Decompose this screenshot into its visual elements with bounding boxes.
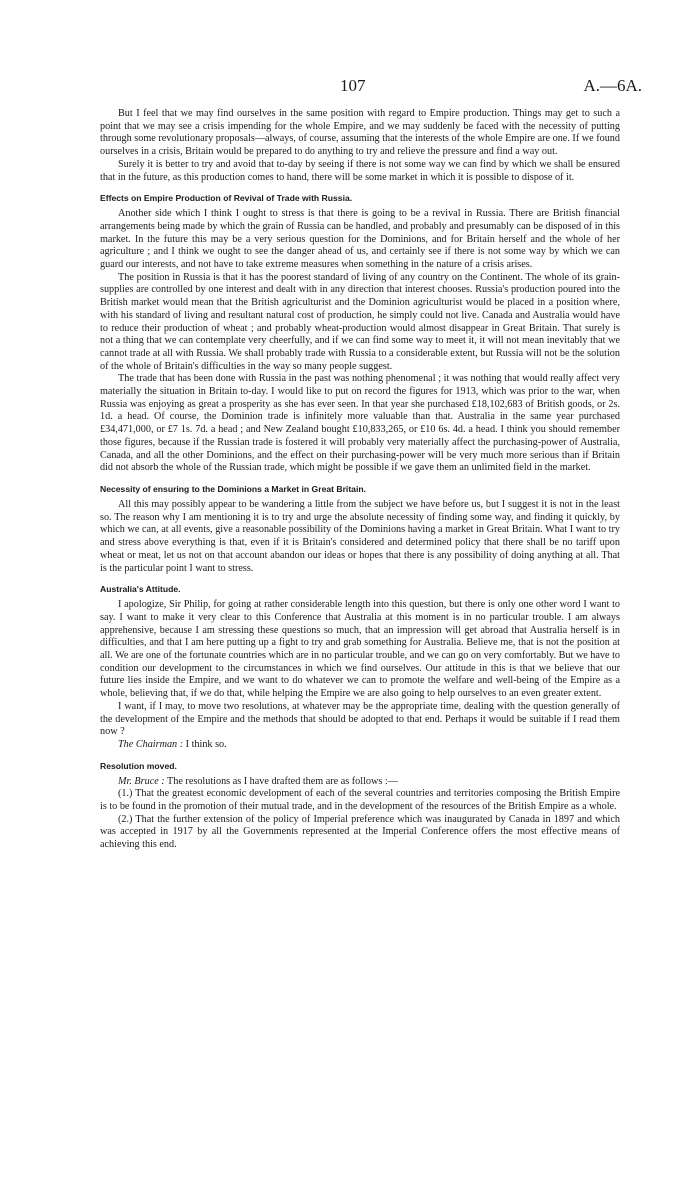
paragraph: All this may possibly appear to be wandering a little from the subject we have before us, but I suggest it is not in the least so. The reason why I am mentioning it is to try and urge the absolute necessity of finding some way, and finding it quickly, by which we can, at all events, give a reasonable possibility of the Dominions having a market in Great Britain. What I want to try and stress above everything is that, even if it is Britain's considered and determined policy that there shall be no tariff upon wheat or meat, let us not on that account abandon our ideas or hopes that there is any possibility of doing anything at all. That is the particular point I want to stress. xyxy=(100,498,620,574)
speaker-remark xyxy=(100,776,620,789)
speaker-text: I think so. xyxy=(183,738,227,750)
section-heading-market: Necessity of ensuring to the Dominions a Market in Great Britain. xyxy=(100,483,366,494)
resolution-item: (2.) That the further extension of the policy of Imperial preference which was inaugurated by Canada in 1897 and which was accepted in 1917 by all the Governments represented at the Imperial Conference offers the most effective means of achieving this end. xyxy=(100,813,620,851)
paragraph: Another side which I think I ought to stress is that there is going to be a revival in Russia. There are British financial arrangements being made by which the grain of Russia can be handled, and probably and presumably can be disposed of in this market. In the future this may be a very serious question for the Dominions, and for Britain herself and the whole of her agriculture ; and I think we ought to see the danger ahead of us, and certainly see if there is not some way by which we can guard our interests, and not have to take extreme measures when something in the nature of a crisis arises. xyxy=(100,208,620,271)
chairman-remark xyxy=(100,739,620,752)
paragraph: I apologize, Sir Philip, for going at rather considerable length into this question, but there is only one other word I want to say. I want to make it very clear to this Conference that Australia at this moment is in no particular trouble. I am always apprehensive, because I am stressing these questions so much, that an impression will get abroad that Australia herself is in difficulties, and that I am here putting up a fight to try and grab something for Australia. Believe me, that is not the position at all. We are one of the fortunate countries which are in no particular trouble, and we can go on very comfortably. But we have to condition our development to the circumstances in which we find ourselves. Our attitude in this is that we believe that our future lies inside the Empire, and we want to do whatever we can to promote the welfare and well-being of the Empire as a whole, believing that, if we do that, while helping the Empire we are also going to help ourselves to an even greater extent. xyxy=(100,599,620,700)
page-reference: A.—6A. xyxy=(583,76,642,95)
paragraph: The trade that has been done with Russia in the past was nothing phenomenal ; it was nothing that would really affect very materially the situation in Britain to-day. I would like to put on record the figures for 1913, which was prior to the war, when Russia was enjoying as great a prosperity as she has ever seen. In that year she purchased £18,102,683 of British goods, or 2s. 1d. a head. Of course, the Dominion trade is infinitely more valuable than that. Australia in the same year purchased £34,471,000, or £7 1s. 7d. a head ; and New Zealand bought £10,833,265, or £10 6s. 4d. a head. I think you should remember those figures, because if the Russian trade is fostered it will probably very materially affect the purchasing-power of Australia, Canada, and all the other Dominions, and the effect on their purchasing-power will be very much more serious than if Britain did not absorb the whole of the Russian trade, which might be possible if we gave them an unlimited field in the market. xyxy=(100,373,620,474)
resolution-item: (1.) That the greatest economic development of each of the several countries and territories composing the British Empire is to be found in the promotion of their mutual trade, and in the development of the resources of the British Empire as a whole. xyxy=(100,788,620,813)
paragraph: But I feel that we may find ourselves in the same position with regard to Empire production. Things may get to such a point that we may see a crisis impending for the whole Empire, and we may suddenly be faced with the necessity of putting through some revolutionary proposals—always, of course, assuming that the interests of the whole Empire are one. If we found ourselves in a crisis, Britain would be prepared to do anything to try and relieve the pressure and find a way out. xyxy=(100,108,620,158)
speaker-text: The resolutions as I have drafted them are as follows :— xyxy=(164,775,398,787)
speaker-name: Mr. Bruce : xyxy=(118,775,165,787)
speaker-name: The Chairman : xyxy=(118,738,184,750)
section-heading-russia: Effects on Empire Production of Revival of Trade with Russia. xyxy=(100,193,353,204)
section-heading-australia: Australia's Attitude. xyxy=(100,584,181,595)
page-number: 107 xyxy=(340,76,366,95)
paragraph: I want, if I may, to move two resolutions, at whatever may be the appropriate time, dealing with the question generally of the development of the Empire and the methods that should be adopted to that end. Perhaps it would be suitable if I read them now ? xyxy=(100,700,620,738)
paragraph: Surely it is better to try and avoid that to-day by seeing if there is not some way we can find by which we shall be ensured that in the future, as this production comes to hand, there will be some market in which it is possible to dispose of it. xyxy=(100,158,620,183)
section-heading-resolution: Resolution moved. xyxy=(100,760,177,771)
document-body xyxy=(100,108,620,852)
paragraph: The position in Russia is that it has the poorest standard of living of any country on the Continent. The whole of its grain-supplies are controlled by one interest and dealt with in any direction that interest chooses. Russia's production poured into the British market would mean that the British agriculturist and the Dominion agriculturist would be placed in a position where, with his standard of living and resultant natural cost of production, he simply could not live. Canada and Australia would have to reduce their production of wheat ; and probably wheat-production would almost disappear in Great Britain. That surely is not a thing that we can contemplate very cheerfully, and if we can find some way to meet it, it will not mean inevitably that we cannot trade at all with Russia. We shall probably trade with Russia to a considerable extent, but Russia will not be the solution of the whole of Britain's difficulties in the way so many people suggest. xyxy=(100,271,620,372)
